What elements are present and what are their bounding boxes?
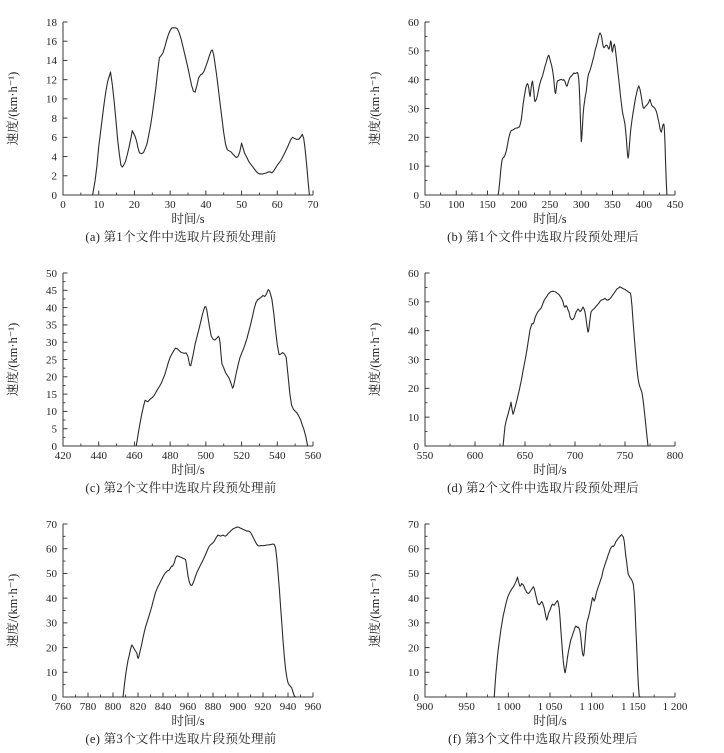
panel-e <box>0 502 362 753</box>
x-tick-label: 940 <box>279 701 297 713</box>
y-tick-label: 50 <box>408 568 419 581</box>
series-line <box>498 33 667 195</box>
x-tick-label: 650 <box>516 450 534 462</box>
x-tick-label: 1 050 <box>537 701 563 713</box>
y-tick-label: 40 <box>46 592 57 605</box>
x-tick-label: 1 000 <box>495 701 521 713</box>
y-tick-label: 0 <box>413 691 419 704</box>
y-tick-label: 60 <box>408 543 419 556</box>
y-tick-label: 30 <box>408 354 419 367</box>
y-tick-label: 0 <box>51 440 57 453</box>
y-tick-label: 20 <box>46 371 57 384</box>
y-axis-title: 速度/(km·h⁻¹) <box>368 322 382 397</box>
x-tick-label: 960 <box>304 701 322 713</box>
y-tick-label: 15 <box>46 388 57 401</box>
x-tick-label: 250 <box>541 199 559 211</box>
y-tick-label: 0 <box>413 440 419 453</box>
y-tick-label: 40 <box>408 325 419 338</box>
panel-f-chart <box>362 502 724 730</box>
y-tick-label: 2 <box>51 170 57 183</box>
x-tick-label: 70 <box>307 199 319 211</box>
panel-b-caption: (b) 第1个文件中选取片段预处理后 <box>447 230 639 244</box>
y-tick-label: 30 <box>408 103 419 116</box>
axes <box>425 273 675 446</box>
y-tick-label: 20 <box>408 642 419 655</box>
x-tick-label: 480 <box>161 450 179 462</box>
y-tick-label: 18 <box>46 16 57 29</box>
x-tick-label: 10 <box>93 199 105 211</box>
panel-f-caption: (f) 第3个文件中选取片段预处理后 <box>448 732 638 746</box>
y-tick-label: 10 <box>408 411 419 424</box>
panel-a-caption: (a) 第1个文件中选取片段预处理前 <box>85 230 277 244</box>
panel-a <box>0 0 362 251</box>
panel-a-chart <box>0 0 362 228</box>
x-axis-title: 时间/s <box>171 463 205 477</box>
y-tick-label: 30 <box>408 617 419 630</box>
y-tick-label: 6 <box>51 132 57 145</box>
x-tick-label: 0 <box>60 199 66 211</box>
y-tick-label: 40 <box>408 592 419 605</box>
x-tick-label: 100 <box>448 199 465 211</box>
y-tick-label: 25 <box>46 354 57 367</box>
series-line <box>93 28 310 195</box>
axes <box>425 22 675 195</box>
x-tick-label: 1 150 <box>620 701 646 713</box>
y-tick-label: 50 <box>46 267 57 280</box>
y-tick-label: 12 <box>46 74 57 87</box>
x-tick-label: 450 <box>666 199 684 211</box>
y-tick-label: 16 <box>46 36 57 49</box>
panel-b-chart <box>362 0 724 228</box>
y-tick-label: 50 <box>408 296 419 309</box>
x-axis-title: 时间/s <box>533 714 567 728</box>
x-tick-label: 350 <box>604 199 621 211</box>
series-line <box>136 290 307 446</box>
x-tick-label: 150 <box>479 199 496 211</box>
x-tick-label: 30 <box>164 199 176 211</box>
x-tick-label: 560 <box>304 450 322 462</box>
panel-d <box>362 251 724 502</box>
x-tick-label: 460 <box>126 450 143 462</box>
panel-b <box>362 0 724 251</box>
x-tick-label: 400 <box>635 199 652 211</box>
y-tick-label: 10 <box>46 667 57 680</box>
y-tick-label: 10 <box>46 406 57 419</box>
x-tick-label: 950 <box>458 701 475 713</box>
panel-c <box>0 251 362 502</box>
y-tick-label: 14 <box>46 55 57 68</box>
y-tick-label: 20 <box>408 383 419 396</box>
x-tick-label: 200 <box>510 199 527 211</box>
y-tick-label: 0 <box>51 691 57 704</box>
y-tick-label: 20 <box>408 132 419 145</box>
x-tick-label: 960 <box>179 701 197 713</box>
y-axis-title: 速度/(km·h⁻¹) <box>6 322 20 397</box>
x-tick-label: 820 <box>129 701 147 713</box>
x-tick-label: 50 <box>419 199 431 211</box>
x-tick-label: 520 <box>233 450 250 462</box>
y-tick-label: 30 <box>46 617 57 630</box>
x-tick-label: 920 <box>254 701 272 713</box>
y-tick-label: 10 <box>408 160 419 173</box>
x-tick-label: 440 <box>90 450 107 462</box>
y-tick-label: 4 <box>51 151 57 164</box>
panel-c-chart <box>0 251 362 479</box>
y-axis-title: 速度/(km·h⁻¹) <box>368 71 382 146</box>
y-tick-label: 70 <box>408 518 419 531</box>
y-tick-label: 40 <box>46 302 57 315</box>
y-tick-label: 45 <box>46 285 57 298</box>
x-tick-label: 540 <box>269 450 286 462</box>
x-axis-title: 时间/s <box>171 212 205 226</box>
series-line <box>503 287 648 446</box>
x-tick-label: 1 100 <box>579 701 605 713</box>
y-tick-label: 10 <box>408 667 419 680</box>
y-tick-label: 60 <box>46 543 57 556</box>
series-line <box>494 535 642 697</box>
x-tick-label: 900 <box>229 701 247 713</box>
x-tick-label: 600 <box>466 450 484 462</box>
y-tick-label: 70 <box>46 518 57 531</box>
y-tick-label: 10 <box>46 93 57 106</box>
x-tick-label: 550 <box>416 450 434 462</box>
y-axis-title: 速度/(km·h⁻¹) <box>368 573 382 648</box>
y-axis-title: 速度/(km·h⁻¹) <box>6 573 20 648</box>
y-tick-label: 30 <box>46 337 57 349</box>
panel-c-caption: (c) 第2个文件中选取片段预处理前 <box>85 481 277 495</box>
x-tick-label: 880 <box>204 701 222 713</box>
panel-d-caption: (d) 第2个文件中选取片段预处理后 <box>447 481 639 495</box>
y-tick-label: 0 <box>413 189 419 202</box>
x-tick-label: 780 <box>79 701 97 713</box>
y-tick-label: 35 <box>46 319 57 332</box>
x-axis-title: 时间/s <box>171 714 205 728</box>
x-tick-label: 20 <box>128 199 140 211</box>
x-tick-label: 800 <box>666 450 684 462</box>
x-tick-label: 700 <box>566 450 584 462</box>
y-axis-title: 速度/(km·h⁻¹) <box>6 71 20 146</box>
y-tick-label: 50 <box>46 568 57 581</box>
x-tick-label: 760 <box>54 701 72 713</box>
panel-f <box>362 502 724 753</box>
y-tick-label: 8 <box>51 112 57 125</box>
panel-e-chart <box>0 502 362 730</box>
x-tick-label: 750 <box>616 450 634 462</box>
x-tick-label: 300 <box>573 199 590 211</box>
x-tick-label: 800 <box>104 701 122 713</box>
x-tick-label: 60 <box>271 199 283 211</box>
y-tick-label: 0 <box>51 189 57 202</box>
x-tick-label: 900 <box>416 701 434 713</box>
series-line <box>123 527 296 697</box>
panel-e-caption: (e) 第3个文件中选取片段预处理前 <box>85 732 277 746</box>
x-tick-label: 500 <box>197 450 215 462</box>
x-tick-label: 50 <box>236 199 248 211</box>
y-tick-label: 50 <box>408 45 419 58</box>
x-tick-label: 840 <box>154 701 172 713</box>
y-tick-label: 40 <box>408 74 419 87</box>
x-axis-title: 时间/s <box>533 463 567 477</box>
panel-d-chart <box>362 251 724 479</box>
y-tick-label: 5 <box>51 423 57 436</box>
y-tick-label: 60 <box>408 267 419 280</box>
y-tick-label: 60 <box>408 16 419 29</box>
x-tick-label: 1 200 <box>662 701 688 713</box>
y-tick-label: 20 <box>46 642 57 655</box>
x-tick-label: 40 <box>200 199 212 211</box>
x-tick-label: 420 <box>54 450 72 462</box>
x-axis-title: 时间/s <box>533 212 567 226</box>
